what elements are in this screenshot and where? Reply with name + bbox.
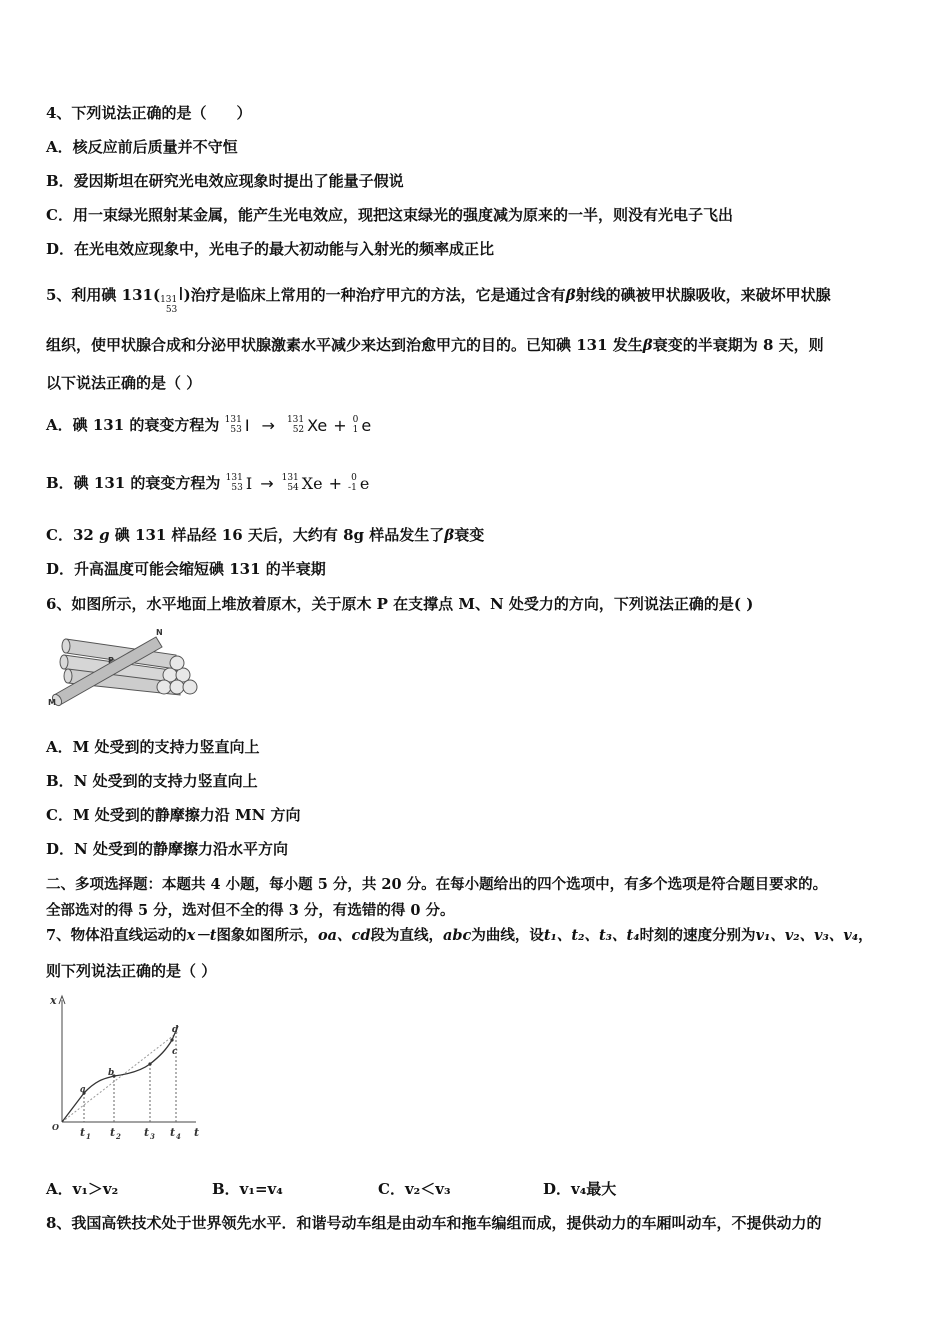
q7-xt-graph <box>46 990 206 1146</box>
q5-option-a: A．碘 131 的衰变方程为 131 53 I → 131 52 Xe + 0 1 e <box>46 415 372 435</box>
q4-option-b: B．爱因斯坦在研究光电效应现象时提出了能量子假说 <box>46 172 404 190</box>
q5-iodine-symbol: I <box>178 284 184 305</box>
section2-line1: 二、多项选择题：本题共 4 小题，每小题 5 分，共 20 分。在每小题给出的四个选项中，有多个选项是符合题目要求的。 <box>46 876 828 893</box>
svg-text:4: 4 <box>176 1132 181 1141</box>
svg-text:M: M <box>48 698 56 707</box>
svg-text:1: 1 <box>86 1132 91 1141</box>
q7-option-d: D．v₄最大 <box>543 1180 617 1198</box>
q4-option-c: C．用一束绿光照射某金属，能产生光电效应，现把这束绿光的强度减为原来的一半，则没有光电子飞出 <box>46 206 733 224</box>
q7-option-a: A．v₁＞v₂ <box>46 1180 119 1198</box>
section2-line2: 全部选对的得 5 分，选对但不全的得 3 分，有选错的得 0 分。 <box>46 902 455 919</box>
q4-stem: 4、下列说法正确的是（ ） <box>46 104 252 122</box>
q5-stem-line1: 5、利用碘 131( 131 53 I)治疗是临床上常用的一种治疗甲亢的方法，它是通过含有β射线的碘被甲状腺吸收，来破坏甲状腺 <box>46 284 831 315</box>
svg-text:d: d <box>172 1025 179 1035</box>
svg-text:a: a <box>80 1085 86 1095</box>
q4-option-d: D．在光电效应现象中，光电子的最大初动能与入射光的频率成正比 <box>46 240 495 258</box>
q6-option-a: A．M 处受到的支持力竖直向上 <box>46 738 260 756</box>
q7-option-c: C．v₂＜v₃ <box>378 1180 451 1198</box>
q5-stem-line2: 组织，使甲状腺合成和分泌甲状腺激素水平减少来达到治愈甲亢的目的。已知碘 131 发生β衰变的半衰期为 8 天，则 <box>46 336 824 354</box>
svg-text:b: b <box>108 1068 115 1078</box>
svg-text:t: t <box>144 1126 150 1139</box>
q5-option-d: D．升高温度可能会缩短碘 131 的半衰期 <box>46 560 326 578</box>
q4-option-a: A．核反应前后质量并不守恒 <box>46 138 238 156</box>
svg-text:t: t <box>110 1126 116 1139</box>
svg-text:t: t <box>194 1126 200 1139</box>
q5-option-b: B．碘 131 的衰变方程为 131 53 I → 131 54 Xe + 0 -1 e <box>46 473 370 493</box>
svg-text:t: t <box>170 1126 176 1139</box>
q6-option-d: D．N 处受到的静摩擦力沿水平方向 <box>46 840 288 858</box>
q6-option-b: B．N 处受到的支持力竖直向上 <box>46 772 258 790</box>
q5-stem-line3: 以下说法正确的是（ ） <box>46 374 202 392</box>
q8-stem: 8、我国高铁技术处于世界领先水平．和谐号动车组是由动车和拖车编组而成，提供动力的车厢叫动车，不提供动力的 <box>46 1214 822 1232</box>
q7-stem-line1: 7、物体沿直线运动的x－t图象如图所示，oa、cd段为直线，abc为曲线，设t₁、t₂、t₃、t₄时刻的速度分别为v₁、v₂、v₃、v₄， <box>46 927 873 944</box>
svg-text:t: t <box>80 1126 86 1139</box>
q5-stem-pre: 5、利用碘 131( <box>46 286 161 304</box>
q7-stem-line2: 则下列说法正确的是（ ） <box>46 962 217 980</box>
svg-text:O: O <box>52 1122 59 1132</box>
q5-iodine-isotope: 131 53 <box>160 295 178 315</box>
svg-text:c: c <box>172 1047 178 1057</box>
q5-beta: β <box>565 286 576 304</box>
reaction-arrow-icon: → <box>260 473 274 493</box>
q7-option-b: B．v₁=v₄ <box>212 1180 283 1198</box>
q6-logs-figure <box>46 625 198 707</box>
svg-text:P: P <box>108 656 114 665</box>
svg-text:2: 2 <box>116 1132 121 1141</box>
q5-equation-b: 131 53 I → 131 54 Xe + 0 -1 e <box>225 473 370 493</box>
q5-option-c: C．32 g 碘 131 样品经 16 天后，大约有 8g 样品发生了β衰变 <box>46 526 485 544</box>
q6-option-c: C．M 处受到的静摩擦力沿 MN 方向 <box>46 806 301 824</box>
svg-text:N: N <box>156 628 163 637</box>
svg-text:3: 3 <box>150 1132 155 1141</box>
q5-equation-a: 131 53 I → 131 52 Xe + 0 1 e <box>224 415 372 435</box>
q6-stem: 6、如图所示，水平地面上堆放着原木，关于原木 P 在支撑点 M、N 处受力的方向，下列说法正确的是( ) <box>46 595 754 613</box>
svg-text:x: x <box>50 994 57 1007</box>
reaction-arrow-icon: → <box>261 415 275 435</box>
